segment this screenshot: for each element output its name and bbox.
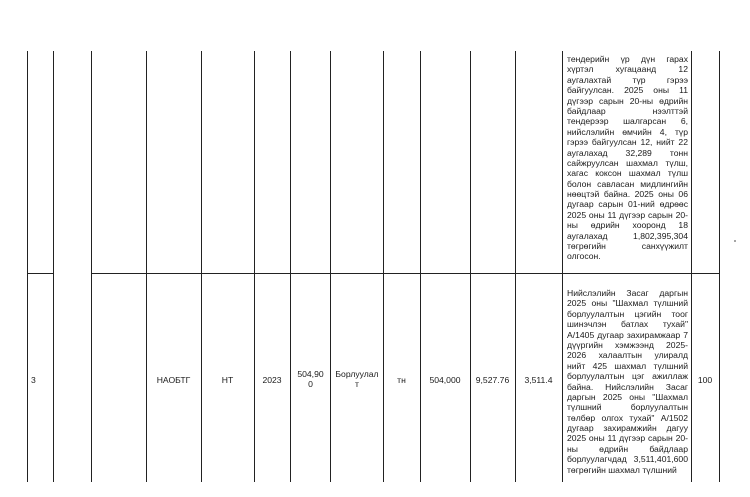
top-row-description [567,54,688,262]
top-desc-line: тендерээр шалгарсан 6, [567,116,688,127]
top-desc-line: нийслэлийн өмчийн 4, түр [567,126,688,137]
top-desc-line: дүгээр сарын 20-ны өдрийн [567,95,688,106]
value1-cell: 9,527.76 [475,375,510,385]
top-desc-line: 2025 оны 11 дүгээр сарын 20- [567,209,688,220]
org-cell: НАОБТГ [156,375,191,385]
row3-desc-line: нийт 425 шахмал түлшний [567,360,688,371]
percent-cell: 100 [697,375,713,385]
row3-desc-line: 2025 оны "Шахмал түлшний [567,298,688,309]
top-desc-line: нөөцтэй байна. 2025 оны 06 [567,189,688,200]
top-desc-line: аугалахтай түр гэрээ [567,74,688,85]
top-desc-line: хагас коксон шахмал түлш [567,168,688,179]
row3-desc-line: Нийслэлийн Засаг даргын [567,288,688,298]
row3-desc-line: борлуулалтын цэгийн тоог [567,308,688,319]
row3-desc-line: төлбөр олгох тухай" А/1502 [567,412,688,423]
top-desc-line: гэрээ байгуулсан 12, нийт 22 [567,137,688,148]
top-desc-line: олгосон. [567,251,601,262]
activity-cell [332,369,382,390]
row-number: 3 [31,375,36,385]
code-cell: НТ [221,375,234,385]
row3-desc-line: дүүргийн хэмжээнд 2025- [567,339,688,350]
value2-cell: 3,511.4 [524,375,553,385]
row3-desc-line: А/1405 дугаар захирамжаар 7 [567,329,688,340]
quantity-cell: 504,000 [429,375,461,385]
top-desc-line: сайжруулсан шахмал түлш, [567,157,688,168]
row3-desc-line: 2025 оны 11 дүгээр сарын 20- [567,433,688,444]
unit-cell: тн [397,375,406,385]
top-desc-line: ны өдрийн хооронд 18 [567,220,688,231]
top-desc-line: байгуулсан. 2025 оны 11 [567,85,688,96]
row3-desc-line: борлуулагчдад 3,511,401,600 [567,454,688,465]
top-desc-line: аугалахад 32,289 тонн [567,147,688,158]
top-desc-line: байдлаар нээлттэй [567,105,688,116]
top-desc-line: тендерийн үр дүн гарах [567,54,688,64]
row3-desc-line: дугаар захирамжийн дагуу [567,423,688,434]
top-desc-line: болон савласан мидлингийн [567,178,688,189]
amount-value: 504,900 [297,369,324,390]
top-desc-line: хүртэл хугацаанд 12 [567,64,688,75]
scan-speck [734,240,736,242]
top-desc-line: аугалахад 1,802,395,304 [567,230,688,241]
row3-desc-line: борлуулалтын цэг ажиллаж [567,371,688,382]
row-3-description [567,288,688,475]
year-cell: 2023 [262,375,282,385]
row3-desc-line: шинэчлэн батлах тухай" [567,319,688,330]
row3-desc-line: түлшний борлуулалтын [567,402,688,413]
row3-desc-line: ны өдрийн байдлаар [567,443,688,454]
row3-desc-line: төгрөгийн шахмал түлшний [567,464,677,475]
activity-value: Борлуулалт [335,369,379,390]
top-desc-line: төгрөгийн санхүүжилт [567,241,688,252]
row3-desc-line: байна. Нийслэлийн Засаг [567,381,688,392]
top-desc-line: дугаар сарын 01-ний өдрөөс [567,199,688,210]
row3-desc-line: 2026 халаалтын улиралд [567,350,688,361]
row3-desc-line: даргын 2025 оны "Шахмал [567,391,688,402]
amount-cell [292,369,329,390]
